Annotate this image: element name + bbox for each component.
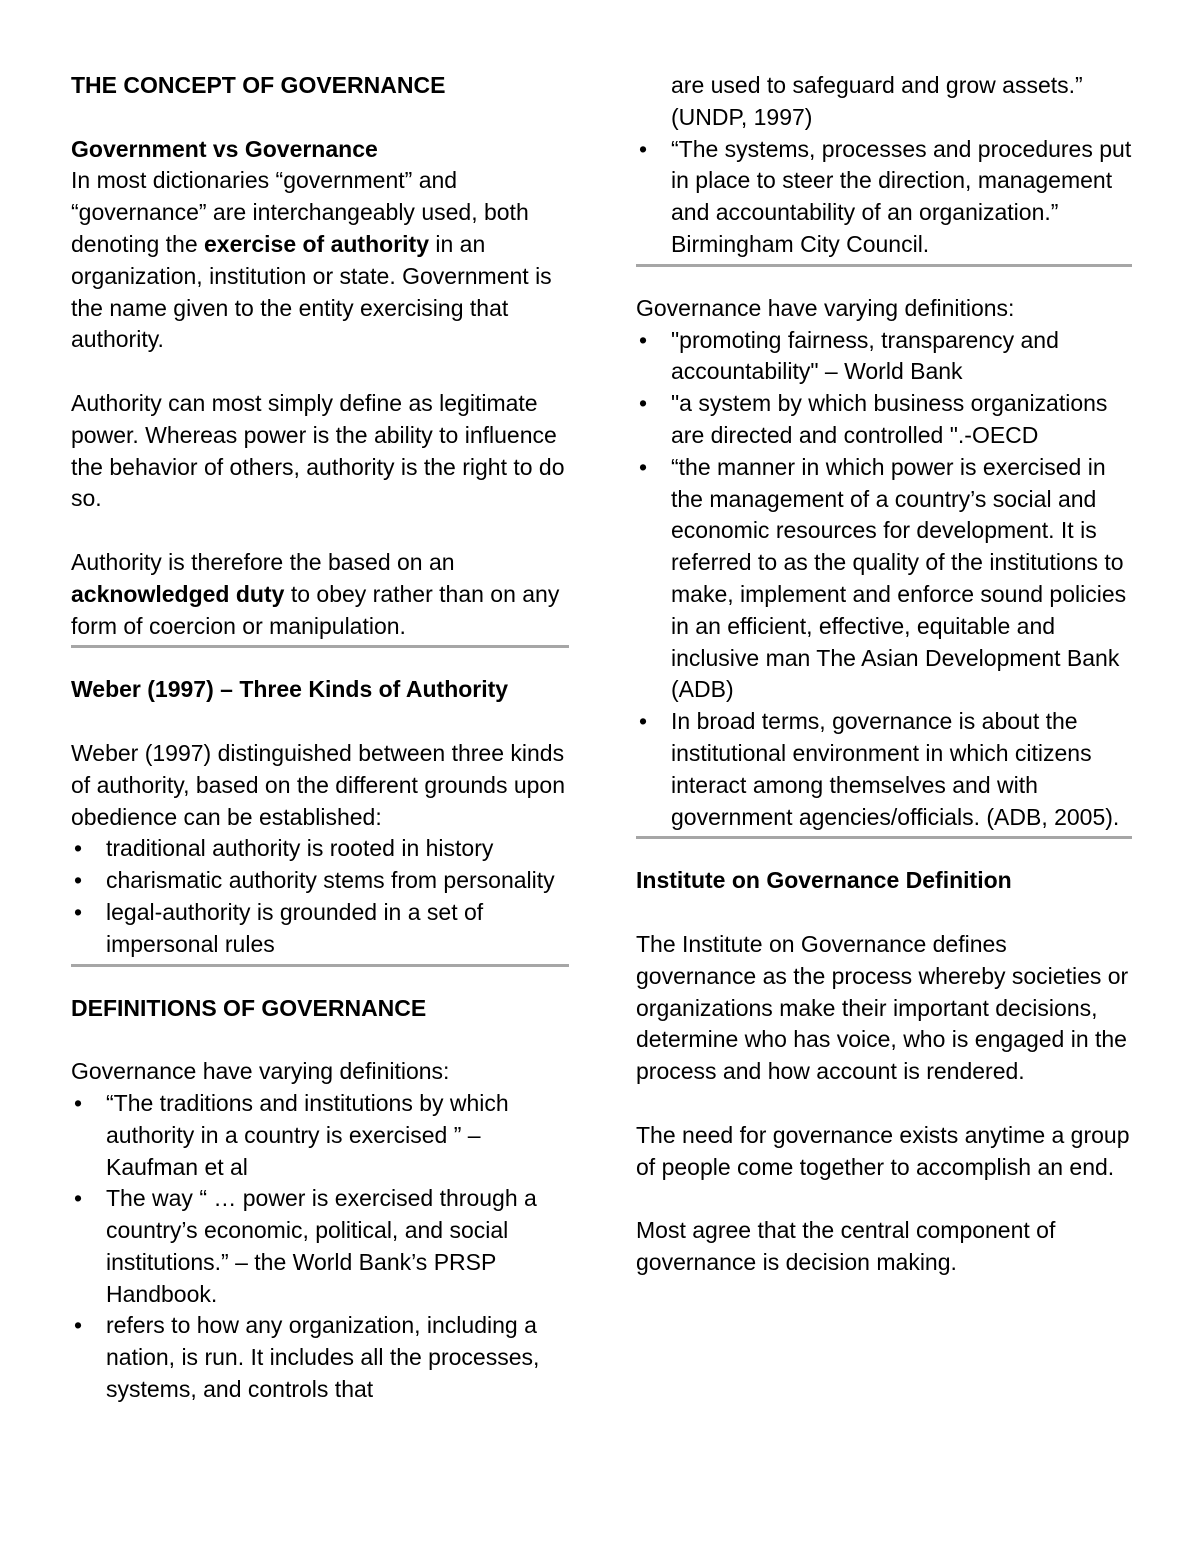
emphasis-acknowledged-duty: acknowledged duty xyxy=(71,580,285,607)
authority-kinds-list xyxy=(71,833,569,960)
list-item-text: “the manner in which power is exercised in the management of a country’s social and economic resources for development. It is referred to as the quality of the institutions to make, implement and enforce sound policies in an efficient, effective, equitable and inclusive man The Asian Development Bank (ADB) xyxy=(671,453,1127,703)
spacer xyxy=(636,839,1132,865)
list-item-text: refers to how any organization, including a nation, is run. It includes all the processes, systems, and controls that xyxy=(106,1312,540,1403)
paragraph-text: in an organization, institution or state. Government is the name given to the entity exercising that authority. xyxy=(71,230,552,353)
section-heading-weber: Weber (1997) – Three Kinds of Authority xyxy=(71,676,509,703)
list-item-text: legal-authority is grounded in a set of impersonal rules xyxy=(106,898,484,957)
definitions-list-continued xyxy=(636,70,1132,261)
list-item xyxy=(71,1088,569,1183)
paragraph-text: Authority is therefore the based on an xyxy=(71,548,455,575)
list-item xyxy=(71,1310,569,1405)
bullet-icon: • xyxy=(639,326,648,353)
bullet-icon: • xyxy=(74,1312,83,1339)
list-item xyxy=(71,833,569,865)
section-heading-institute-on-governance: Institute on Governance Definition xyxy=(636,867,1012,894)
paragraph-authority-legitimate-power: Authority can most simply define as legitimate power. Whereas power is the ability to influence the behavior of others, authority is the right to do so. xyxy=(71,389,565,512)
varying-definitions-list xyxy=(636,325,1132,834)
spacer xyxy=(636,897,1132,929)
list-item-text: charismatic authority stems from personality xyxy=(106,867,555,894)
paragraph-weber-intro: Weber (1997) distinguished between three kinds of authority, based on the different grounds upon obedience can be established: xyxy=(71,739,566,830)
definitions-list xyxy=(71,1088,569,1406)
spacer xyxy=(71,356,569,388)
list-item-text: The way “ … power is exercised through a country’s economic, political, and social institutions.” – the World Bank’s PRSP Handbook. xyxy=(106,1185,537,1307)
list-item-text: “The traditions and institutions by which authority in a country is exercised ” – Kaufman et al xyxy=(106,1089,509,1180)
list-item xyxy=(636,388,1132,452)
paragraph-varying-definitions: Governance have varying definitions: xyxy=(636,294,1015,321)
document-title: THE CONCEPT OF GOVERNANCE xyxy=(71,72,446,98)
right-column xyxy=(636,70,1132,1279)
bullet-icon: • xyxy=(639,135,648,162)
bullet-icon: • xyxy=(639,453,648,480)
spacer xyxy=(71,515,569,547)
paragraph-text: to obey rather than on any form of coercion or manipulation. xyxy=(71,580,560,639)
spacer xyxy=(636,1088,1132,1120)
spacer xyxy=(636,1183,1132,1215)
list-item xyxy=(636,706,1132,833)
list-item xyxy=(636,452,1132,706)
spacer xyxy=(71,1024,569,1056)
list-item xyxy=(71,865,569,897)
spacer xyxy=(71,102,569,134)
bullet-icon: • xyxy=(639,390,648,417)
bullet-icon: • xyxy=(639,708,648,735)
list-item-text: “The systems, processes and procedures put in place to steer the direction, management and accountability of an organization.” Birmingham City Council. xyxy=(671,135,1132,257)
paragraph-text: In most dictionaries “government” and “governance” are interchangeably used, both denoting the xyxy=(71,167,529,257)
paragraph-acknowledged-duty xyxy=(71,547,569,642)
bullet-icon: • xyxy=(74,835,83,862)
spacer xyxy=(71,967,569,993)
list-item xyxy=(636,325,1132,389)
emphasis-exercise-of-authority: exercise of authority xyxy=(204,230,429,257)
bullet-icon: • xyxy=(74,1185,83,1212)
spacer xyxy=(636,267,1132,293)
list-item xyxy=(71,1183,569,1310)
paragraph-need-for-governance: The need for governance exists anytime a group of people come together to accomplish an end. xyxy=(636,1121,1130,1180)
paragraph-definitions-intro: Governance have varying definitions: xyxy=(71,1058,450,1085)
list-item-text: are used to safeguard and grow assets.” (UNDP, 1997) xyxy=(671,72,1083,130)
list-item-text: "a system by which business organizations are directed and controlled ".-OECD xyxy=(671,390,1108,448)
bullet-icon: • xyxy=(74,867,83,894)
paragraph-dictionary-definition xyxy=(71,165,569,356)
paragraph-institute-definition: The Institute on Governance defines governance as the process whereby societies or organizations make their important decisions, determine who has voice, who is engaged in the process and how account is rendered. xyxy=(636,930,1129,1085)
list-item xyxy=(636,134,1132,261)
section-heading-government-vs-governance: Government vs Governance xyxy=(71,135,378,162)
spacer xyxy=(71,706,569,738)
spacer xyxy=(71,648,569,674)
left-column xyxy=(71,70,569,1406)
section-heading-definitions: DEFINITIONS OF GOVERNANCE xyxy=(71,994,427,1021)
list-item-text: In broad terms, governance is about the institutional environment in which citizens interact among themselves and with government agencies/officials. (ADB, 2005). xyxy=(671,708,1120,830)
bullet-icon: • xyxy=(74,898,83,925)
list-item-continuation xyxy=(636,70,1132,134)
bullet-icon: • xyxy=(74,1089,83,1116)
paragraph-decision-making: Most agree that the central component of governance is decision making. xyxy=(636,1217,1056,1275)
list-item-text: "promoting fairness, transparency and accountability" – World Bank xyxy=(671,326,1059,385)
list-item-text: traditional authority is rooted in history xyxy=(106,835,494,862)
list-item xyxy=(71,897,569,961)
